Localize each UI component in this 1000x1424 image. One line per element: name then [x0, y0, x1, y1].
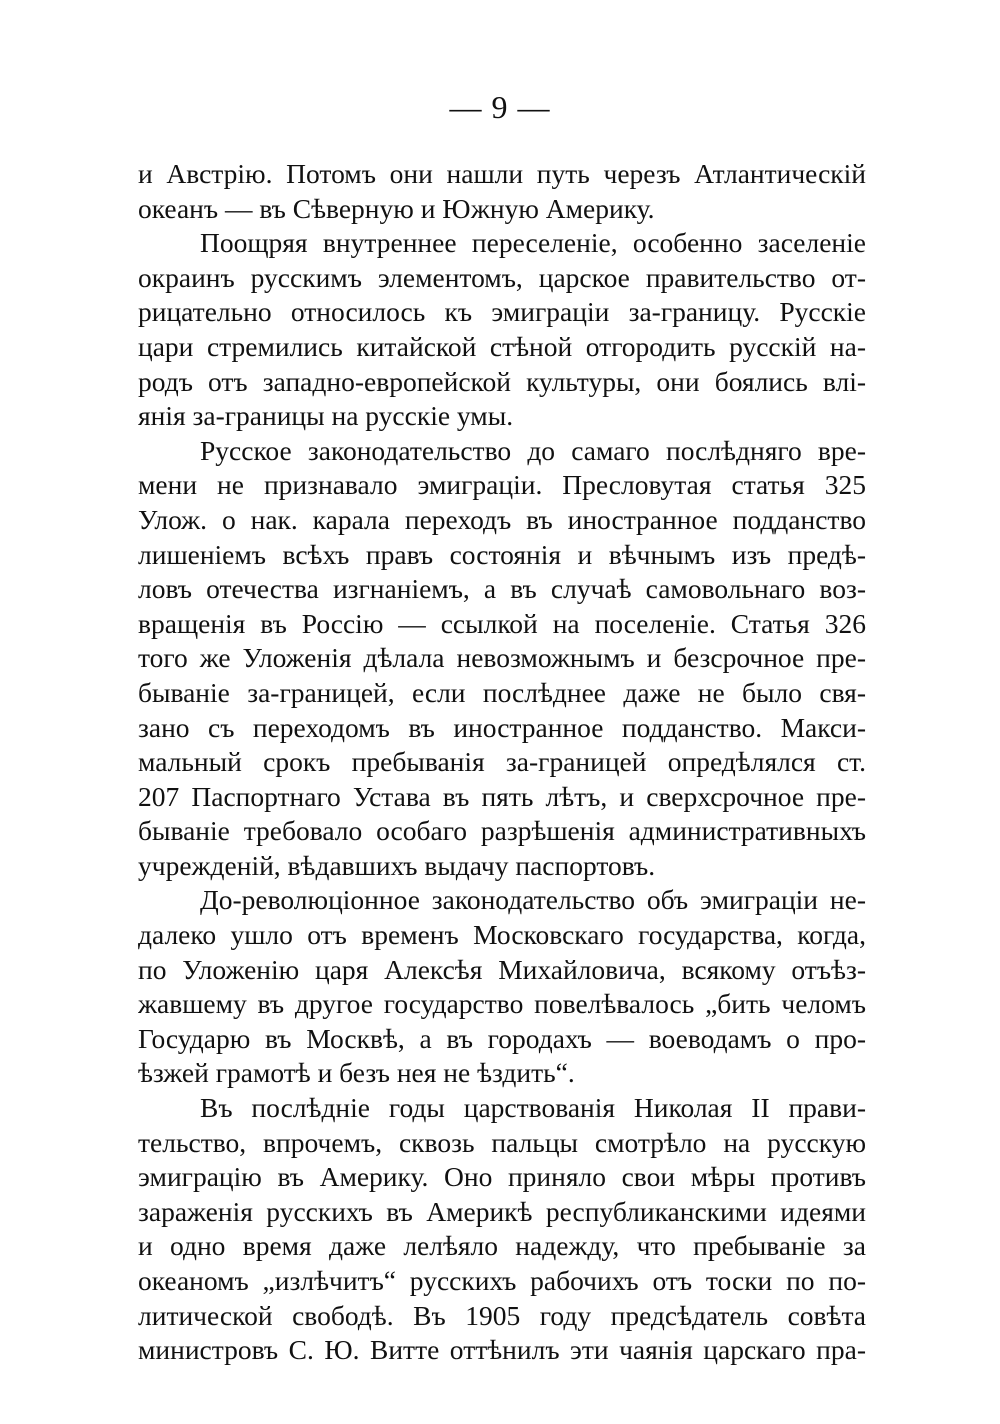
- text-line: янія за-границы на русскіе умы.: [138, 400, 514, 432]
- text-line: Государю въ Москвѣ, а въ городахъ — воеводамъ о про-: [138, 1022, 866, 1054]
- text-line: вращенія въ Россію — ссылкой на поселеніе. Статья 326: [138, 607, 866, 639]
- text-line: министровъ С. Ю. Витте оттѣнилъ эти чаянія царскаго пра-: [138, 1334, 866, 1366]
- text-line: океаномъ „излѣчитъ“ русскихъ рабочихъ отъ тоски по по-: [138, 1265, 866, 1296]
- paragraph: [138, 226, 866, 434]
- text-line: жавшему въ другое государство повелѣвалось „бить челомъ: [138, 988, 866, 1020]
- text-line: Русское законодательство до самаго послѣдняго вре-: [200, 434, 866, 466]
- text-line: бываніе за-границей, если послѣднее даже не было свя-: [138, 676, 866, 708]
- text-line: До-революціонное законодательство объ эмиграціи не-: [200, 884, 866, 916]
- text-line: Въ послѣдніе годы царствованія Николая II прави-: [200, 1092, 866, 1124]
- text-line: Улож. о нак. карала переходъ въ иностранное подданство: [138, 503, 866, 535]
- text-line: бываніе требовало особаго разрѣшенія административныхъ: [138, 815, 866, 847]
- paragraph: [138, 434, 866, 884]
- text-line: 207 Паспортнаго Устава въ пять лѣтъ, и сверхсрочное пре-: [138, 780, 866, 812]
- page-number: — 9 —: [449, 89, 551, 125]
- text-line: по Уложенію царя Алексѣя Михайловича, всякому отъѣз-: [138, 953, 866, 985]
- text-line: того же Уложенія дѣлала невозможнымъ и безсрочное пре-: [138, 642, 866, 674]
- paragraph: [138, 157, 866, 226]
- text-line: учрежденій, вѣдавшихъ выдачу паспортовъ.: [138, 849, 656, 881]
- text-line: лишеніемъ всѣхъ правъ состоянія и вѣчнымъ изъ предѣ-: [138, 538, 866, 570]
- text-line: и Австрію. Потомъ они нашли путь черезъ Атлантическій: [138, 158, 866, 189]
- text-line: эмиграцію въ Америку. Оно приняло свои мѣры противъ: [138, 1161, 866, 1193]
- text-line: тельство, впрочемъ, сквозь пальцы смотрѣло на русскую: [138, 1126, 866, 1158]
- text-line: ловъ отечества изгнаніемъ, а въ случаѣ самовольнаго воз-: [138, 573, 866, 605]
- body-text: [138, 157, 866, 1368]
- text-line: мени не признавало эмиграціи. Пресловутая статья 325: [138, 469, 866, 501]
- text-line: цари стремились китайской стѣной отгородить русскій на-: [138, 330, 866, 362]
- text-line: Поощряя внутреннее переселеніе, особенно заселеніе: [200, 227, 866, 259]
- text-line: рицательно относилось къ эмиграціи за-границу. Русскіе: [138, 296, 866, 328]
- text-line: мальный срокъ пребыванія за-границей опредѣлялся ст.: [138, 746, 866, 778]
- text-line: ѣзжей грамотѣ и безъ нея не ѣздить“.: [138, 1057, 575, 1089]
- text-line: зараженія русскихъ въ Америкѣ республиканскими идеями: [138, 1195, 866, 1227]
- text-line: родъ отъ западно-европейской культуры, они боялись влі-: [138, 365, 866, 397]
- text-line: и одно время даже лелѣяло надежду, что пребываніе за: [138, 1230, 866, 1262]
- text-line: окраинъ русскимъ элементомъ, царское правительство от-: [138, 261, 866, 293]
- paragraph: [138, 883, 866, 1091]
- text-line: литической свободѣ. Въ 1905 году предсѣдатель совѣта: [138, 1299, 866, 1331]
- text-line: зано съ переходомъ въ иностранное подданство. Макси-: [138, 711, 866, 743]
- text-line: далеко ушло отъ временъ Московскаго государства, когда,: [138, 919, 866, 951]
- text-line: океанъ — въ Сѣверную и Южную Америку.: [138, 192, 655, 224]
- paragraph: [138, 1091, 866, 1368]
